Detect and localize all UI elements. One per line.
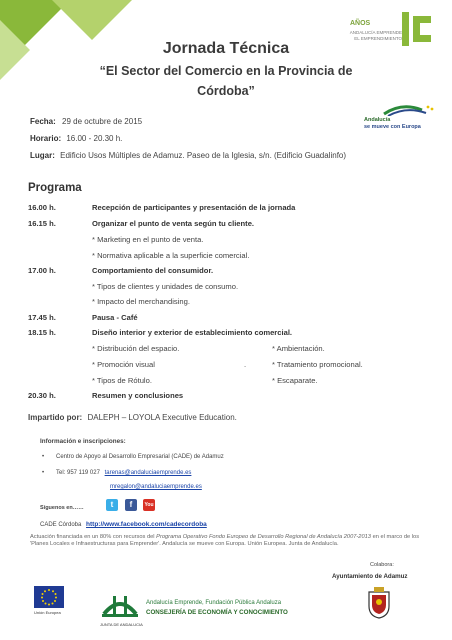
program-item-title: Recepción de participantes y presentación de la jornada (92, 203, 296, 212)
logo-andalucia-text: Andalucía (364, 117, 391, 123)
bullet-icon: • (42, 454, 45, 460)
program-item-title: Resumen y conclusiones (92, 391, 184, 400)
junta-label: JUNTA DE ANDALUCIA (100, 622, 143, 627)
program-subitem: * Tipos de clientes y unidades de consumo. (92, 282, 239, 291)
cade-label: CADE Córdoba (40, 522, 82, 528)
program-time: 20.30 h. (28, 391, 56, 400)
financing-text-italic: Programa Operativo Fondo Europeo de Desarrollo Regional de Andalucía 2007-2013 (156, 534, 371, 540)
program-subitem: * Tipos de Rótulo. (92, 376, 152, 385)
programa-heading: Programa (28, 182, 82, 194)
program-subitem: * Promoción visual (92, 360, 155, 369)
andalucia-emprende-label: Andalucía Emprende, Fundación Pública Andaluza (146, 600, 282, 606)
program-item-title: Diseño interior y exterior de establecimiento comercial. (92, 328, 293, 337)
contact-email2 (110, 484, 202, 490)
program-subitem: * Distribución del espacio. (92, 344, 180, 353)
email-link-1[interactable]: tarenas@andaluciaemprende.es (104, 470, 192, 476)
bullet-icon: • (42, 470, 45, 476)
program-time: 16.00 h. (28, 203, 56, 212)
flag-swoosh-icon (382, 104, 442, 116)
email-link-2[interactable]: mregalon@andaluciaemprende.es (110, 484, 202, 490)
andalucia-europa-logo (364, 104, 424, 136)
logo-line1: ANDALUCÍA EMPRENDE (349, 30, 402, 35)
program-subitem: * Escaparate. (272, 376, 318, 385)
info-lugar (30, 151, 346, 160)
financing-text-1: Actuación financiada en un 80% con recursos del (30, 534, 155, 540)
consejeria-label: CONSEJERÍA DE ECONOMÍA Y CONOCIMIENTO (146, 609, 288, 616)
decor-triangle (52, 0, 132, 40)
impartido-label: Impartido por: (28, 413, 83, 422)
youtube-icon[interactable]: You (143, 499, 155, 511)
horario-value: 16.00 - 20.30 h. (66, 134, 123, 143)
program-time: 18.15 h. (28, 328, 56, 337)
lugar-label: Lugar: (30, 151, 55, 160)
financing-text-2: en el marco de los 'Planes Locales e Infraestructuras para Emprender'. Andalucía se mueve con Europa. Unión Europea. Junta de Andalucía. (30, 534, 420, 548)
colabora-label: Colabora: (370, 562, 394, 568)
contact-cade: Centro de Apoyo al Desarrollo Empresarial (CADE) de Adamuz (56, 454, 224, 460)
twitter-icon[interactable]: t (106, 499, 118, 511)
horario-label: Horario: (30, 134, 62, 143)
cade-cordoba-line (40, 521, 207, 528)
program-item-title: Organizar el punto de venta según tu cliente. (92, 219, 255, 228)
program-time: 17.00 h. (28, 266, 56, 275)
page-title: Jornada Técnica (162, 40, 290, 57)
program-subitem-dot: . (244, 360, 247, 369)
fecha-value: 29 de octubre de 2015 (62, 117, 143, 126)
program-time: 16.15 h. (28, 219, 56, 228)
financing-note (30, 534, 422, 548)
facebook-icon[interactable]: f (125, 499, 137, 511)
program-item-title: Pausa - Café (92, 313, 138, 322)
junta-andalucia-logo-icon (100, 586, 140, 620)
cade-facebook-link[interactable]: http://www.facebook.com/cadecordoba (86, 521, 207, 528)
program-subitem: * Impacto del merchandising. (92, 297, 190, 306)
fecha-label: Fecha: (30, 117, 56, 126)
program-item-title: Comportamiento del consumidor. (92, 266, 214, 275)
program-subitem: * Marketing en el punto de venta. (92, 235, 204, 244)
lugar-value: Edificio Usos Múltiples de Adamuz. Paseo de la Iglesia, s/n. (Edificio Guadalinfo) (60, 151, 347, 160)
ayuntamiento-label: Ayuntamiento de Adamuz (332, 573, 408, 580)
logo-anios: AÑOS (350, 20, 371, 27)
contact-tel (56, 470, 191, 476)
logo-line2: EL EMPRENDIMIENTO (354, 36, 402, 41)
eu-flag-icon (34, 586, 64, 608)
contact-heading: Información e inscripciones: (40, 438, 126, 445)
tel-label: Tel: 957 119 027 (56, 470, 100, 476)
page-subtitle-line1: “El Sector del Comercio en la Provincia de (99, 64, 353, 78)
impartido-value: DALEPH – LOYOLA Executive Education. (87, 413, 237, 422)
eu-stars-icon (34, 586, 64, 608)
siguenos-label: Síguenos en…… (40, 505, 84, 511)
info-horario (30, 134, 122, 143)
program-subitem: * Ambientación. (272, 344, 325, 353)
info-fecha (30, 117, 142, 126)
adamuz-coat-of-arms-icon (366, 586, 392, 620)
page-subtitle-line2: Córdoba” (197, 84, 255, 98)
program-subitem: * Tratamiento promocional. (272, 360, 363, 369)
program-subitem: * Normativa aplicable a la superficie comercial. (92, 251, 250, 260)
program-time: 17.45 h. (28, 313, 56, 322)
impartido-por (28, 413, 237, 422)
logo-europa-text: se mueve con Europa (364, 124, 421, 130)
eu-label: Unión Europea (34, 610, 61, 615)
